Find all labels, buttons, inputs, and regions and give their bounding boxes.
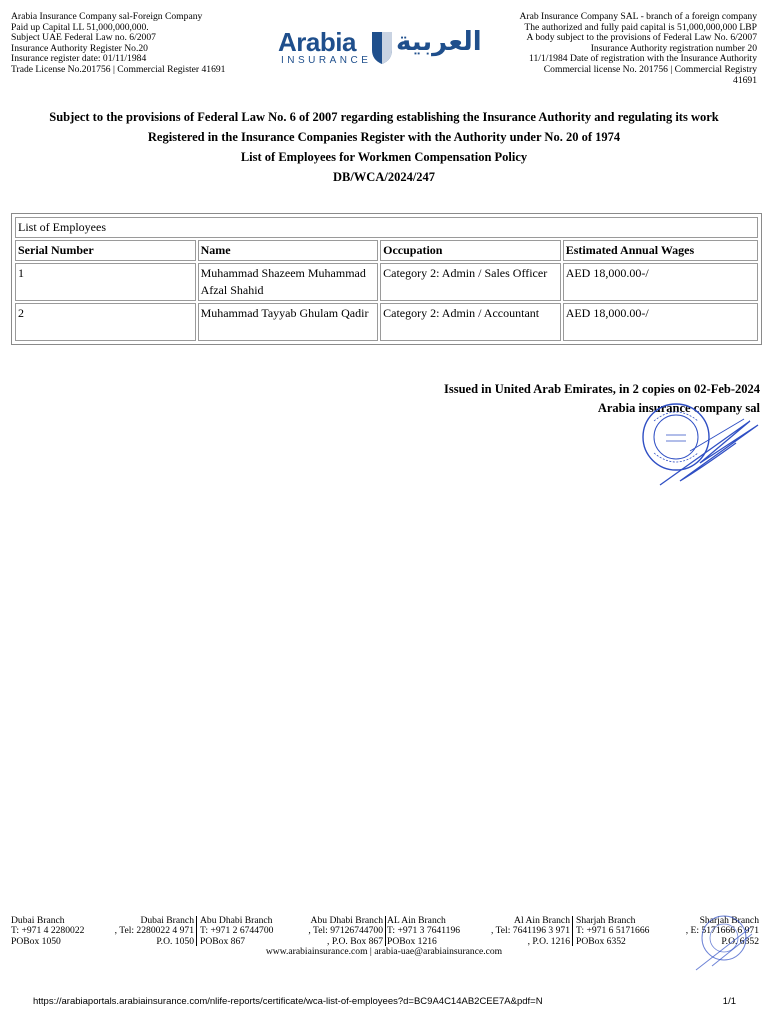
header-right-line: 11/1/1984 Date of registration with the Insurance Authority: [529, 53, 757, 65]
branch-line: P.O. 1050: [156, 935, 194, 947]
issuer-name: Arabia insurance company sal: [597, 401, 760, 415]
branch-line: POBox 867: [200, 935, 246, 947]
table-cell: Muhammad Shazeem Muhammad Afzal Shahid: [198, 263, 379, 301]
logo-text-ar: العربية: [396, 27, 482, 57]
table-header-row: [15, 240, 758, 261]
branch-line: Abu Dhabi Branch: [310, 915, 383, 926]
print-url: https://arabiaportals.arabiainsurance.com/nlife-reports/certificate/wca-list-of-employees?d=BC9A4C14AB2CEE7A&pdf=N: [33, 996, 543, 1007]
title-line-register: Registered in the Insurance Companies Register with the Authority under No. 20 of 1974: [147, 130, 621, 144]
branch-line: POBox 1216: [387, 935, 437, 947]
branch-line: , P.O. Box 867: [327, 935, 383, 947]
branch-abu-dhabi: [200, 916, 386, 946]
company-stamp-signature-icon: [640, 385, 762, 493]
header-right-line: Arab Insurance Company SAL - branch of a foreign company: [519, 11, 757, 22]
header-left-line: Insurance register date: 01/11/1984: [11, 53, 147, 65]
footer-branches: [11, 916, 759, 946]
branch-line: Dubai Branch: [140, 915, 194, 926]
header-right-line: The authorized and fully paid capital is 51,000,000,000 LBP: [524, 21, 757, 33]
branch-line: T: +971 3 7641196: [387, 925, 461, 937]
branch-line: POBox 6352: [576, 935, 626, 947]
branch-line: T: +971 2 6744700: [200, 925, 274, 937]
employees-table-container: [11, 213, 762, 345]
issued-line: Issued in United Arab Emirates, in 2 copies on 02-Feb-2024: [444, 382, 760, 396]
shield-icon: [370, 30, 394, 66]
branch-line: AL Ain Branch: [387, 915, 446, 926]
page-number: 1/1: [722, 996, 736, 1007]
document-title-block: [0, 107, 768, 187]
branch-line: T: +971 6 5171666: [576, 925, 650, 937]
header-right-line: Insurance Authority registration number 20: [590, 42, 757, 54]
branch-line: Al Ain Branch: [514, 915, 570, 926]
column-header: Occupation: [380, 240, 561, 261]
branch-line: Sharjah Branch: [699, 915, 759, 926]
branch-line: , Tel: 7641196 3 971: [490, 925, 570, 937]
table-cell: AED 18,000.00-/: [563, 303, 758, 341]
logo-text-en: Arabia: [278, 27, 356, 57]
table-caption: List of Employees: [15, 217, 758, 238]
header-left-line: Paid up Capital LL 51,000,000,000.: [11, 21, 149, 33]
header-left-line: Subject UAE Federal Law no. 6/2007: [11, 32, 156, 44]
header-left-company-info: [11, 12, 261, 76]
header-left-line: Arabia Insurance Company sal-Foreign Company: [11, 11, 203, 22]
header-left-line: Insurance Authority Register No.20: [11, 42, 148, 54]
branch-line: , Tel: 2280022 4 971: [114, 925, 194, 937]
branch-line: , E: 5171666 6 971: [685, 925, 759, 937]
column-header: Serial Number: [15, 240, 196, 261]
table-row: [15, 263, 758, 301]
table-row: [15, 303, 758, 341]
branch-dubai: [11, 916, 197, 946]
title-line-policy-number: DB/WCA/2024/247: [332, 170, 436, 184]
table-cell: Category 2: Admin / Accountant: [380, 303, 561, 341]
table-cell: Category 2: Admin / Sales Officer: [380, 263, 561, 301]
branch-line: Dubai Branch: [11, 915, 65, 926]
branch-line: POBox 1050: [11, 935, 61, 947]
table-cell: 2: [15, 303, 196, 341]
branch-line: P.O. 6352: [721, 935, 759, 947]
header-left-line: Trade License No.201756 | Commercial Register 41691: [11, 63, 226, 75]
logo-text-sub: INSURANCE: [281, 55, 372, 66]
title-line-list: List of Employees for Workmen Compensation Policy: [240, 150, 528, 164]
branch-al-ain: [387, 916, 573, 946]
table-cell: 1: [15, 263, 196, 301]
branch-line: , P.O. 1216: [527, 935, 570, 947]
branch-line: , Tel: 97126744700: [308, 925, 383, 937]
header-right-line: 41691: [733, 74, 757, 86]
footer-web-contact: www.arabiainsurance.com | arabia-uae@arabiainsurance.com: [265, 946, 503, 957]
table-cell: Muhammad Tayyab Ghulam Qadir: [198, 303, 379, 341]
column-header: Name: [198, 240, 379, 261]
footer-stamp-icon: [692, 910, 754, 974]
branch-line: Abu Dhabi Branch: [200, 915, 273, 926]
table-cell: AED 18,000.00-/: [563, 263, 758, 301]
header-right-line: A body subject to the provisions of Federal Law No. 6/2007: [526, 32, 757, 44]
header-right-line: Commercial license No. 201756 | Commercial Registry: [543, 63, 757, 75]
branch-line: Sharjah Branch: [576, 915, 636, 926]
header-right-company-info: [457, 12, 757, 86]
title-line-law: Subject to the provisions of Federal Law No. 6 of 2007 regarding establishing the Insurance Authority and regulating its work: [49, 110, 719, 124]
column-header: Estimated Annual Wages: [563, 240, 758, 261]
branch-line: T: +971 4 2280022: [11, 925, 85, 937]
employees-table: [13, 215, 760, 343]
